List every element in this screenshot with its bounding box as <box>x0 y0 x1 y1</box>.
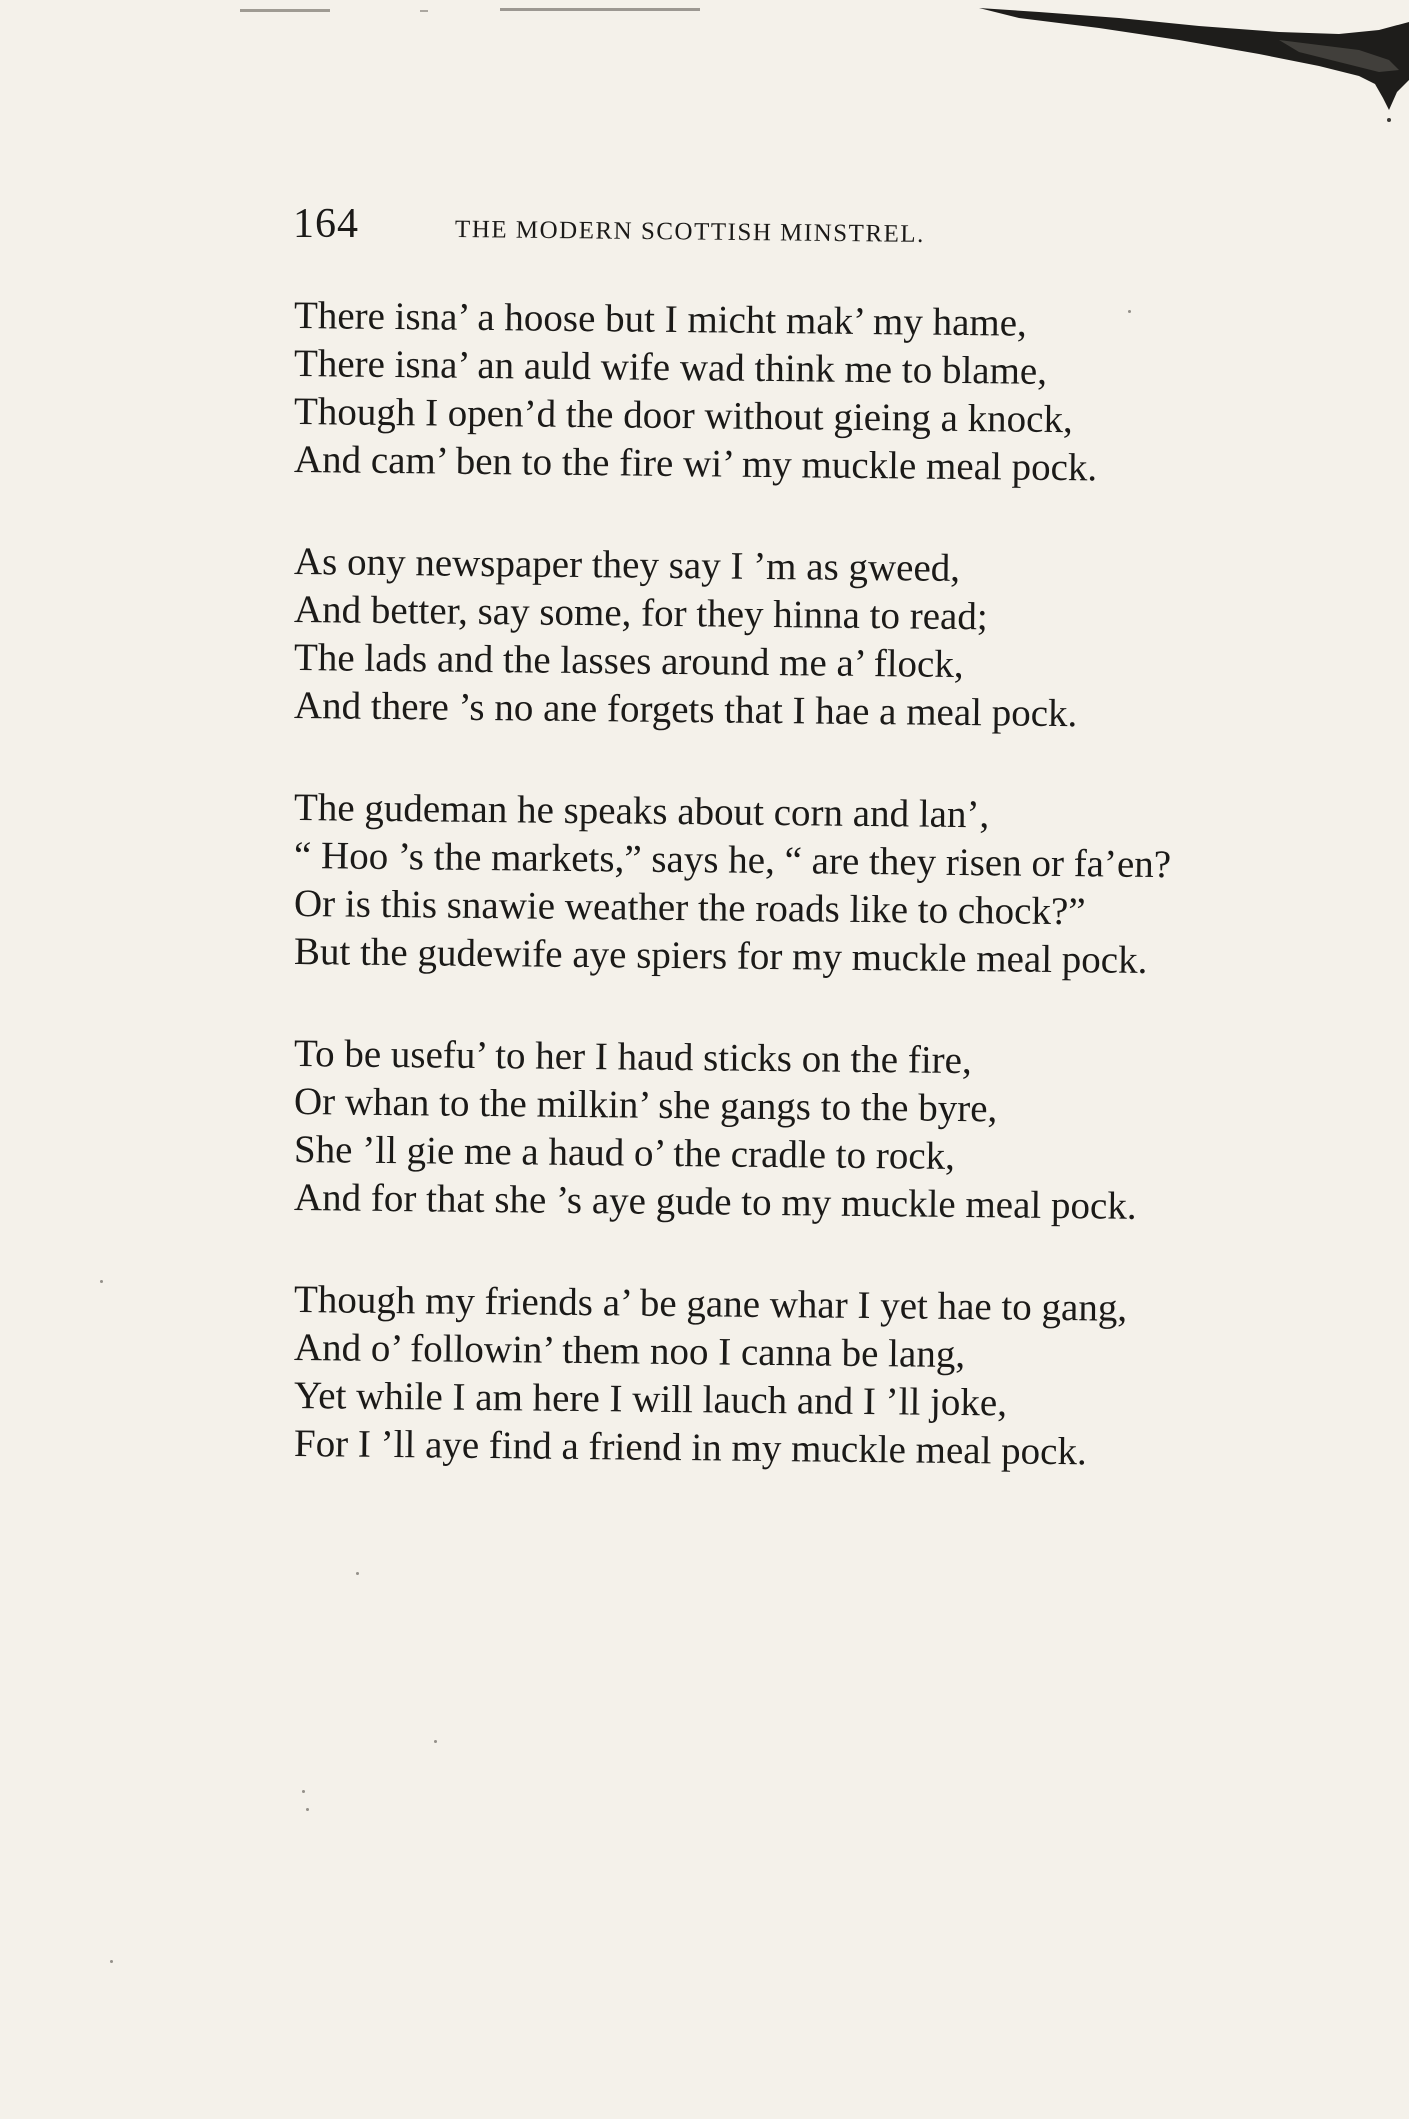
verse-line: For I ’ll aye find a friend in my muckle meal pock. <box>293 1422 1087 1474</box>
verse-line: Yet while I am here I will lauch and I ’ll joke, <box>293 1374 1008 1425</box>
verse-line: And o’ followin’ them noo I canna be lang, <box>293 1326 966 1377</box>
book-title: THE MODERN SCOTTISH MINSTREL. <box>454 216 926 248</box>
verse-line: Or whan to the milkin’ she gangs to the byre, <box>293 1080 998 1131</box>
verse-line: The lads and the lasses around me a’ flock, <box>293 636 964 687</box>
stanza <box>293 1276 1354 1474</box>
running-head <box>293 200 1293 260</box>
verse-line: Though I open’d the door without gieing a knock, <box>293 390 1073 442</box>
verse-line: “ Hoo ’s the markets,” says he, “ are they risen or fa’en? <box>293 834 1172 887</box>
verse-line: And better, say some, for they hinna to read; <box>293 588 988 639</box>
verse-line: She ’ll gie me a haud o’ the cradle to rock, <box>293 1128 956 1178</box>
verse-line: To be usefu’ to her I haud sticks on the fire, <box>293 1032 972 1083</box>
paper-speck <box>434 1740 437 1743</box>
verse-line: Or is this snawie weather the roads like to chock?” <box>293 882 1086 934</box>
stanza <box>293 538 1354 736</box>
verse-line: As ony newspaper they say I ’m as gweed, <box>293 540 961 590</box>
verse-line: And there ’s no ane forgets that I hae a meal pock. <box>293 684 1078 736</box>
scan-artifact-top-left <box>240 6 720 18</box>
paper-speck <box>302 1790 305 1793</box>
verse-line: But the gudewife aye spiers for my muckle meal pock. <box>293 930 1148 982</box>
paper-speck <box>356 1572 359 1575</box>
poem-body <box>294 292 1354 1522</box>
verse-line: There isna’ a hoose but I micht mak’ my hame, <box>293 294 1028 345</box>
paper-speck <box>100 1280 103 1283</box>
stanza <box>293 1030 1354 1228</box>
verse-line: Though my friends a’ be gane whar I yet hae to gang, <box>293 1278 1128 1330</box>
verse-line: And for that she ’s aye gude to my muckle meal pock. <box>293 1176 1137 1228</box>
scan-artifact-top-right <box>979 0 1409 140</box>
paper-speck <box>306 1808 309 1811</box>
verse-line: The gudeman he speaks about corn and lan’, <box>293 786 990 837</box>
stanza <box>293 292 1354 490</box>
verse-line: And cam’ ben to the fire wi’ my muckle meal pock. <box>293 438 1098 490</box>
page-number: 164 <box>293 201 359 247</box>
verse-line: There isna’ an auld wife wad think me to blame, <box>293 342 1048 393</box>
stanza <box>293 784 1354 982</box>
paper-speck <box>110 1960 113 1963</box>
